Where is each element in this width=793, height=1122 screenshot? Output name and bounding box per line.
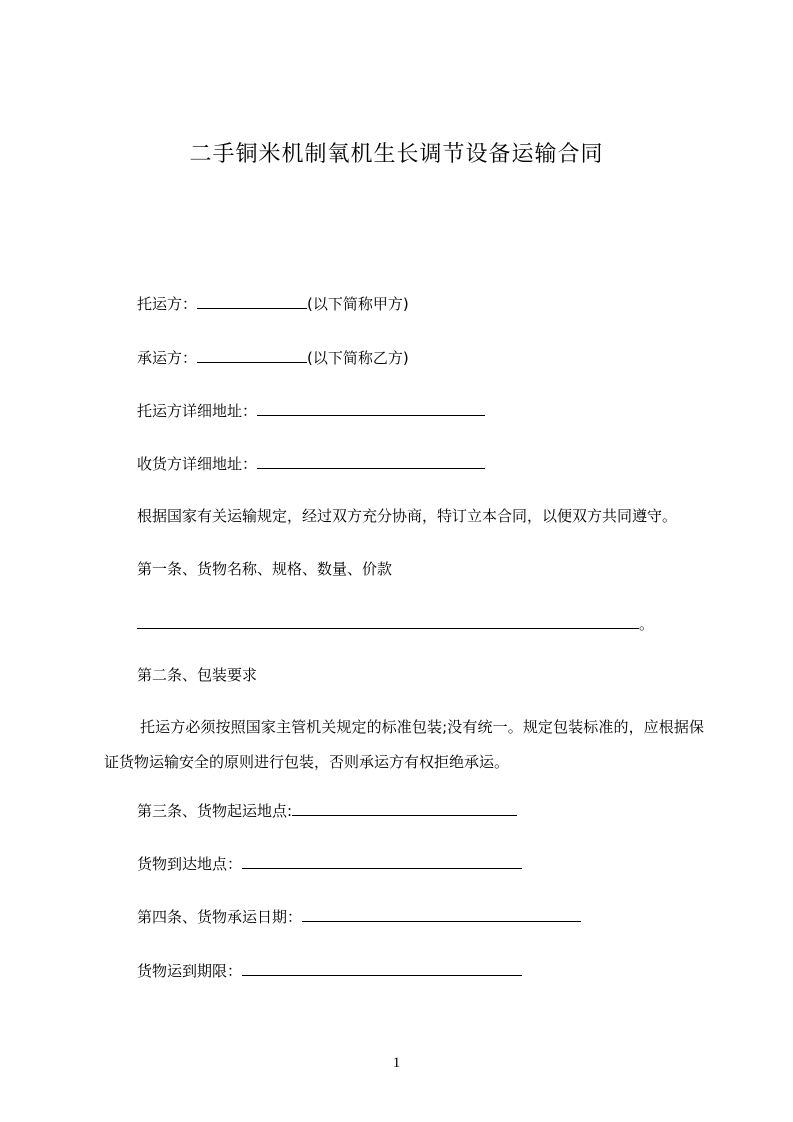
destination-label: 货物到达地点：: [137, 855, 243, 873]
article1-end-mark: 。: [639, 615, 655, 633]
shipper-line: [137, 292, 409, 314]
consignee-address-label: 收货方详细地址：: [137, 455, 258, 473]
preamble: 根据国家有关运输规定，经过双方充分协商，特订立本合同，以便双方共同遵守。: [137, 507, 678, 525]
article3-origin-line: [137, 799, 517, 821]
article1-blank-line: [137, 612, 654, 634]
shipper-label: 托运方：: [137, 295, 198, 313]
deadline-blank[interactable]: [242, 959, 522, 976]
destination-line: [137, 852, 522, 874]
page-number: 1: [392, 1055, 401, 1071]
shipper-blank[interactable]: [197, 292, 307, 309]
consignee-address-line: [137, 452, 485, 474]
shipping-date-blank[interactable]: [302, 905, 581, 922]
article1-heading: 第一条、货物名称、规格、数量、价款: [137, 560, 393, 578]
deadline-label: 货物运到期限：: [137, 962, 243, 980]
origin-label: 第三条、货物起运地点:: [137, 802, 293, 820]
origin-blank[interactable]: [292, 799, 517, 816]
goods-description-blank[interactable]: [137, 612, 639, 629]
deadline-line: [137, 959, 522, 981]
shipper-address-line: [137, 399, 485, 421]
article2-body: 托运方必须按照国家主管机关规定的标准包装;没有统一。规定包装标准的，应根据保证货物运输安全的原则进行包装，否则承运方有权拒绝承运。: [104, 718, 704, 771]
carrier-suffix: (以下简称乙方): [307, 349, 409, 367]
shipper-address-label: 托运方详细地址：: [137, 402, 258, 420]
carrier-label: 承运方：: [137, 349, 198, 367]
shipper-address-blank[interactable]: [257, 399, 485, 416]
destination-blank[interactable]: [242, 852, 522, 869]
consignee-address-blank[interactable]: [257, 452, 485, 469]
shipper-suffix: (以下简称甲方): [307, 295, 409, 313]
article4-date-line: [137, 905, 581, 927]
article2-heading: 第二条、包装要求: [137, 666, 258, 684]
shipping-date-label: 第四条、货物承运日期：: [137, 908, 303, 926]
carrier-line: [137, 346, 409, 368]
document-title: 二手铜米机制氧机生长调节设备运输合同: [189, 142, 604, 167]
carrier-blank[interactable]: [197, 346, 307, 363]
